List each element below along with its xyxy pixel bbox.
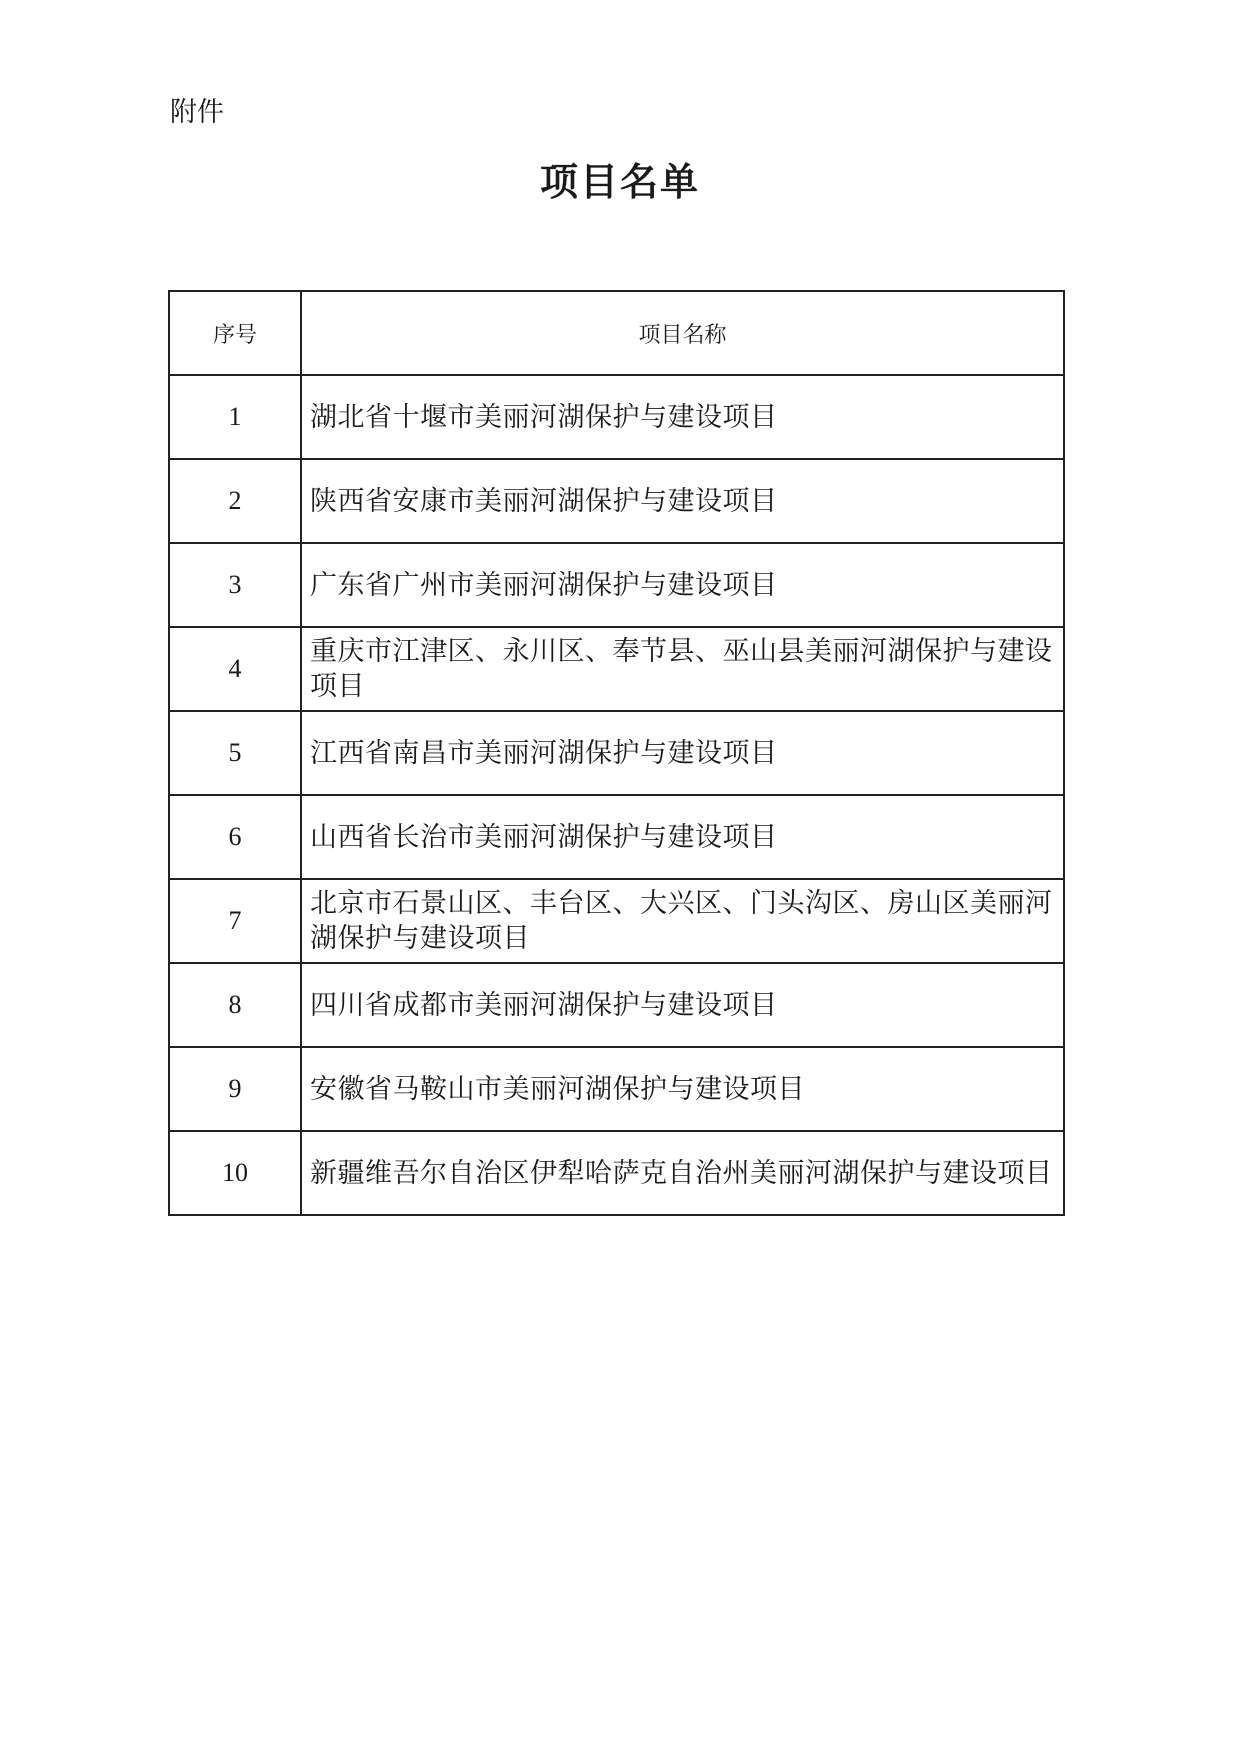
project-name: 重庆市江津区、永川区、奉节县、巫山县美丽河湖保护与建设项目 (301, 627, 1064, 711)
project-name: 北京市石景山区、丰台区、大兴区、门头沟区、房山区美丽河湖保护与建设项目 (301, 879, 1064, 963)
table-row (169, 963, 1064, 1047)
row-index: 2 (169, 459, 301, 543)
table-header (169, 291, 1064, 375)
column-header-name: 项目名称 (301, 291, 1064, 375)
project-name: 山西省长治市美丽河湖保护与建设项目 (301, 795, 1064, 879)
table-row (169, 627, 1064, 711)
table-row (169, 459, 1064, 543)
project-name: 安徽省马鞍山市美丽河湖保护与建设项目 (301, 1047, 1064, 1131)
table-row (169, 543, 1064, 627)
project-name: 四川省成都市美丽河湖保护与建设项目 (301, 963, 1064, 1047)
row-index: 6 (169, 795, 301, 879)
row-index: 1 (169, 375, 301, 459)
row-index: 10 (169, 1131, 301, 1215)
row-index: 7 (169, 879, 301, 963)
project-list-table (168, 290, 1065, 1216)
row-index: 4 (169, 627, 301, 711)
row-index: 8 (169, 963, 301, 1047)
table-row (169, 375, 1064, 459)
attachment-label: 附件 (170, 97, 224, 128)
row-index: 9 (169, 1047, 301, 1131)
table-row (169, 1047, 1064, 1131)
column-header-index: 序号 (169, 291, 301, 375)
table-row (169, 879, 1064, 963)
table-row (169, 795, 1064, 879)
project-name: 广东省广州市美丽河湖保护与建设项目 (301, 543, 1064, 627)
table-row (169, 1131, 1064, 1215)
row-index: 3 (169, 543, 301, 627)
table-body (169, 375, 1064, 1215)
row-index: 5 (169, 711, 301, 795)
project-name: 陕西省安康市美丽河湖保护与建设项目 (301, 459, 1064, 543)
project-name: 江西省南昌市美丽河湖保护与建设项目 (301, 711, 1064, 795)
table-header-row (169, 291, 1064, 375)
table-row (169, 711, 1064, 795)
project-name: 新疆维吾尔自治区伊犁哈萨克自治州美丽河湖保护与建设项目 (301, 1131, 1064, 1215)
project-name: 湖北省十堰市美丽河湖保护与建设项目 (301, 375, 1064, 459)
document-title: 项目名单 (539, 159, 700, 204)
